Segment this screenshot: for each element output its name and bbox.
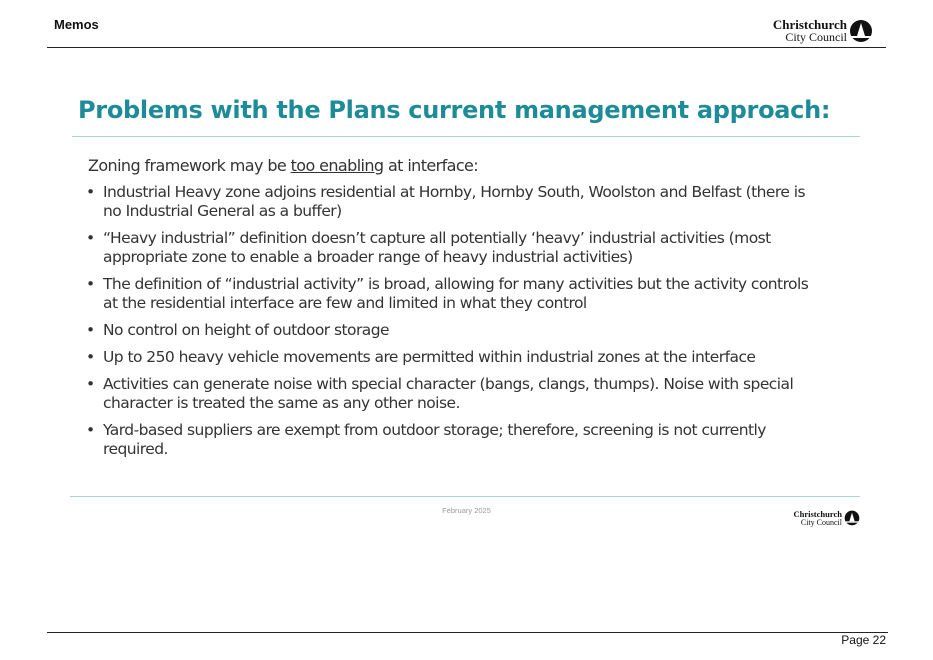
section-label: Memos [54, 17, 99, 32]
bullet-icon: • [86, 229, 95, 247]
problems-list [86, 183, 826, 467]
logo-line-1: Christchurch [772, 17, 847, 32]
slide-date: February 2025 [442, 506, 491, 515]
bullet-icon: • [86, 348, 95, 366]
header-divider [47, 47, 886, 48]
bullet-icon: • [86, 183, 95, 201]
list-item [86, 183, 826, 221]
list-item-text: The definition of “industrial activity” is broad, allowing for many activities but the activity controls at the residential interface are few and limited in what they control [103, 275, 809, 312]
list-item-text: “Heavy industrial” definition doesn’t capture all potentially ‘heavy’ industrial activities (most appropriate zone to enable a broader range of heavy industrial activities) [103, 229, 771, 266]
cathedral-emblem-icon [849, 19, 873, 43]
intro-text-start: Zoning framework may be [88, 156, 291, 175]
council-logo [773, 18, 873, 43]
slide-title: Problems with the Plans current management approach: [78, 96, 831, 124]
bullet-icon: • [86, 421, 95, 439]
bullet-icon: • [86, 275, 95, 293]
cathedral-emblem-icon [844, 510, 860, 526]
bullet-icon: • [86, 375, 95, 393]
list-item-text: Up to 250 heavy vehicle movements are permitted within industrial zones at the interface [103, 348, 756, 366]
list-item [86, 421, 826, 459]
slide-footer-divider [70, 496, 860, 497]
list-item [86, 375, 826, 413]
intro-line [88, 156, 478, 175]
list-item-text: Industrial Heavy zone adjoins residential at Hornby, Hornby South, Woolston and Belfast (there is no Industrial General as a buffer) [103, 183, 806, 220]
intro-underlined-phrase: too enabling [290, 156, 384, 175]
slide-logo-line-2: City Council [800, 517, 842, 527]
list-item [86, 229, 826, 267]
bullet-icon: • [86, 321, 95, 339]
list-item [86, 275, 826, 313]
slide-council-logo [794, 510, 861, 527]
page-number: Page 22 [841, 633, 886, 647]
footer-divider [47, 632, 888, 633]
list-item-text: Yard-based suppliers are exempt from outdoor storage; therefore, screening is not currently required. [103, 421, 766, 458]
logo-line-2: City Council [785, 30, 847, 44]
list-item-text: Activities can generate noise with special character (bangs, clangs, thumps). Noise with special character is treated the same as any other noise. [103, 375, 794, 412]
intro-text-end: at interface: [383, 156, 479, 175]
list-item-text: No control on height of outdoor storage [103, 321, 390, 339]
list-item [86, 348, 826, 367]
slide-logo-line-1: Christchurch [793, 509, 842, 519]
title-divider [72, 136, 860, 137]
list-item [86, 321, 826, 340]
